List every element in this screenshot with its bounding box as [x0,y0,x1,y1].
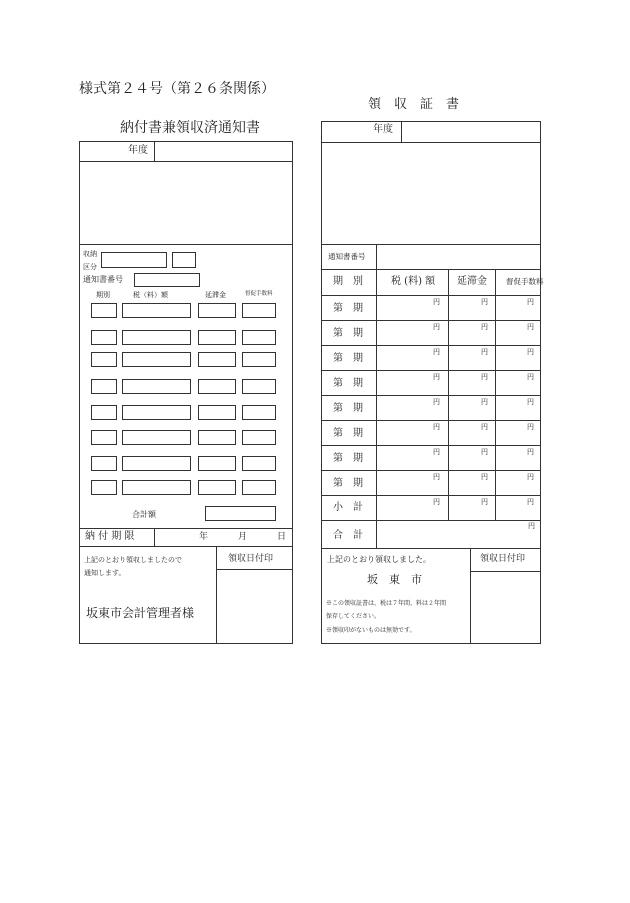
left-title: 納付書兼領収済通知書 [120,120,260,136]
right-note-3: ※領収印がないものは無効です。 [326,627,416,634]
right-row-6-label: 第 期 [333,428,363,439]
left-row-6-entaikin-field[interactable] [198,430,236,445]
left-row-1-zeigaku-field[interactable] [122,303,191,318]
left-row-3-zeigaku-field[interactable] [122,352,191,367]
left-header-entaikin: 延滞金 [205,291,226,299]
right-header-kibetsu: 期 別 [333,276,363,287]
right-row-2-yen-3: 円 [527,323,534,331]
left-row-6-zeigaku-field[interactable] [122,430,191,445]
left-row-3-tokusoku-field[interactable] [242,352,276,367]
left-row-6-kibetsu-field[interactable] [91,430,117,445]
left-row-7-entaikin-field[interactable] [198,456,236,471]
left-row-8-kibetsu-field[interactable] [91,480,117,495]
kubun-label: 区分 [83,263,97,271]
shuno-kubun-field-1[interactable] [101,252,167,268]
left-row-3-kibetsu-field[interactable] [91,352,117,367]
right-header-tokusoku: 督促手数料 [506,277,544,286]
left-nendo-label: 年度 [128,145,148,156]
right-row-2-label: 第 期 [333,328,363,339]
form-number: 様式第２４号（第２６条関係） [79,81,275,97]
due-year: 年 [199,532,209,542]
left-row-5-zeigaku-field[interactable] [122,405,191,420]
right-row-8-label: 第 期 [333,478,363,489]
left-row-4-zeigaku-field[interactable] [122,379,191,394]
due-month: 月 [238,532,248,542]
right-title: 領 収 証 書 [368,97,460,112]
right-row-3-yen-3: 円 [527,348,534,356]
total-yen: 円 [528,522,535,530]
right-stamp-label: 領収日付印 [480,554,526,564]
right-row-3-yen-1: 円 [433,348,440,356]
left-row-5-entaikin-field[interactable] [198,405,236,420]
right-row-1-yen-1: 円 [433,298,440,306]
left-row-7-zeigaku-field[interactable] [122,456,191,471]
right-row-4-label: 第 期 [333,378,363,389]
left-header-kibetsu: 期別 [96,291,110,299]
left-receipt-note-2: 通知します。 [84,569,126,577]
right-row-2-yen-2: 円 [481,323,488,331]
left-stamp-label: 領収日付印 [228,554,274,564]
right-row-6-yen-3: 円 [527,423,534,431]
left-row-2-entaikin-field[interactable] [198,330,236,345]
left-total-label: 合計額 [132,510,156,519]
right-row-7-yen-1: 円 [433,448,440,456]
right-subtotal-yen-1: 円 [433,498,440,506]
left-total-field[interactable] [205,506,276,521]
right-nendo-label: 年度 [373,124,393,135]
left-row-8-zeigaku-field[interactable] [122,480,191,495]
left-row-7-tokusoku-field[interactable] [242,456,276,471]
right-row-5-yen-2: 円 [481,398,488,406]
left-row-8-entaikin-field[interactable] [198,480,236,495]
right-note-2: 保存してください。 [326,613,381,620]
subtotal-label: 小 計 [333,502,363,513]
left-row-8-tokusoku-field[interactable] [242,480,276,495]
left-row-4-kibetsu-field[interactable] [91,379,117,394]
right-row-6-yen-2: 円 [481,423,488,431]
shuno-label: 収納 [83,250,97,258]
right-row-2-yen-1: 円 [433,323,440,331]
right-note-1: ※この領収証書は、税は７年間、料は２年間 [326,600,447,607]
left-row-1-tokusoku-field[interactable] [242,303,276,318]
shuno-kubun-field-2[interactable] [172,252,196,268]
right-row-3-yen-2: 円 [481,348,488,356]
due-date-label: 納 付 期 限 [85,531,135,542]
right-row-1-label: 第 期 [333,303,363,314]
right-subtotal-yen-2: 円 [481,498,488,506]
right-row-1-yen-2: 円 [481,298,488,306]
right-row-7-label: 第 期 [333,453,363,464]
right-subtotal-yen-3: 円 [527,498,534,506]
right-row-4-yen-1: 円 [433,373,440,381]
right-row-8-yen-1: 円 [433,473,440,481]
right-row-7-yen-2: 円 [481,448,488,456]
right-row-4-yen-2: 円 [481,373,488,381]
right-row-5-yen-3: 円 [527,398,534,406]
left-tsuchi-no-label: 通知書番号 [83,275,123,284]
right-row-5-yen-1: 円 [433,398,440,406]
left-row-3-entaikin-field[interactable] [198,352,236,367]
left-row-7-kibetsu-field[interactable] [91,456,117,471]
right-row-8-yen-3: 円 [527,473,534,481]
left-receipt-note-1: 上記のとおり領収しましたので [84,556,182,564]
left-row-4-entaikin-field[interactable] [198,379,236,394]
right-tsuchi-no-label: 通知書番号 [328,252,366,261]
right-row-6-yen-1: 円 [433,423,440,431]
due-day: 日 [277,532,287,542]
right-row-8-yen-2: 円 [481,473,488,481]
right-row-5-label: 第 期 [333,403,363,414]
right-row-3-label: 第 期 [333,353,363,364]
addressee: 坂東市会計管理者様 [86,606,195,620]
total-label: 合 計 [333,530,363,541]
left-row-2-tokusoku-field[interactable] [242,330,276,345]
right-header-entaikin: 延滞金 [457,276,487,287]
right-row-1-yen-3: 円 [527,298,534,306]
left-row-1-kibetsu-field[interactable] [91,303,117,318]
left-row-5-kibetsu-field[interactable] [91,405,117,420]
right-header-zeigaku: 税 (料) 額 [391,276,436,287]
left-row-2-zeigaku-field[interactable] [122,330,191,345]
left-row-4-tokusoku-field[interactable] [242,379,276,394]
left-row-6-tokusoku-field[interactable] [242,430,276,445]
left-row-2-kibetsu-field[interactable] [91,330,117,345]
left-row-1-entaikin-field[interactable] [198,303,236,318]
left-header-zeigaku: 税（料）額 [133,291,168,299]
left-tsuchi-no-field[interactable] [134,273,200,287]
left-row-5-tokusoku-field[interactable] [242,405,276,420]
right-row-7-yen-3: 円 [527,448,534,456]
right-receipt-note: 上記のとおり領収しました。 [327,555,431,564]
city-name: 坂 東 市 [367,573,422,586]
right-row-4-yen-3: 円 [527,373,534,381]
left-header-tokusoku: 督促手数料 [245,291,273,297]
